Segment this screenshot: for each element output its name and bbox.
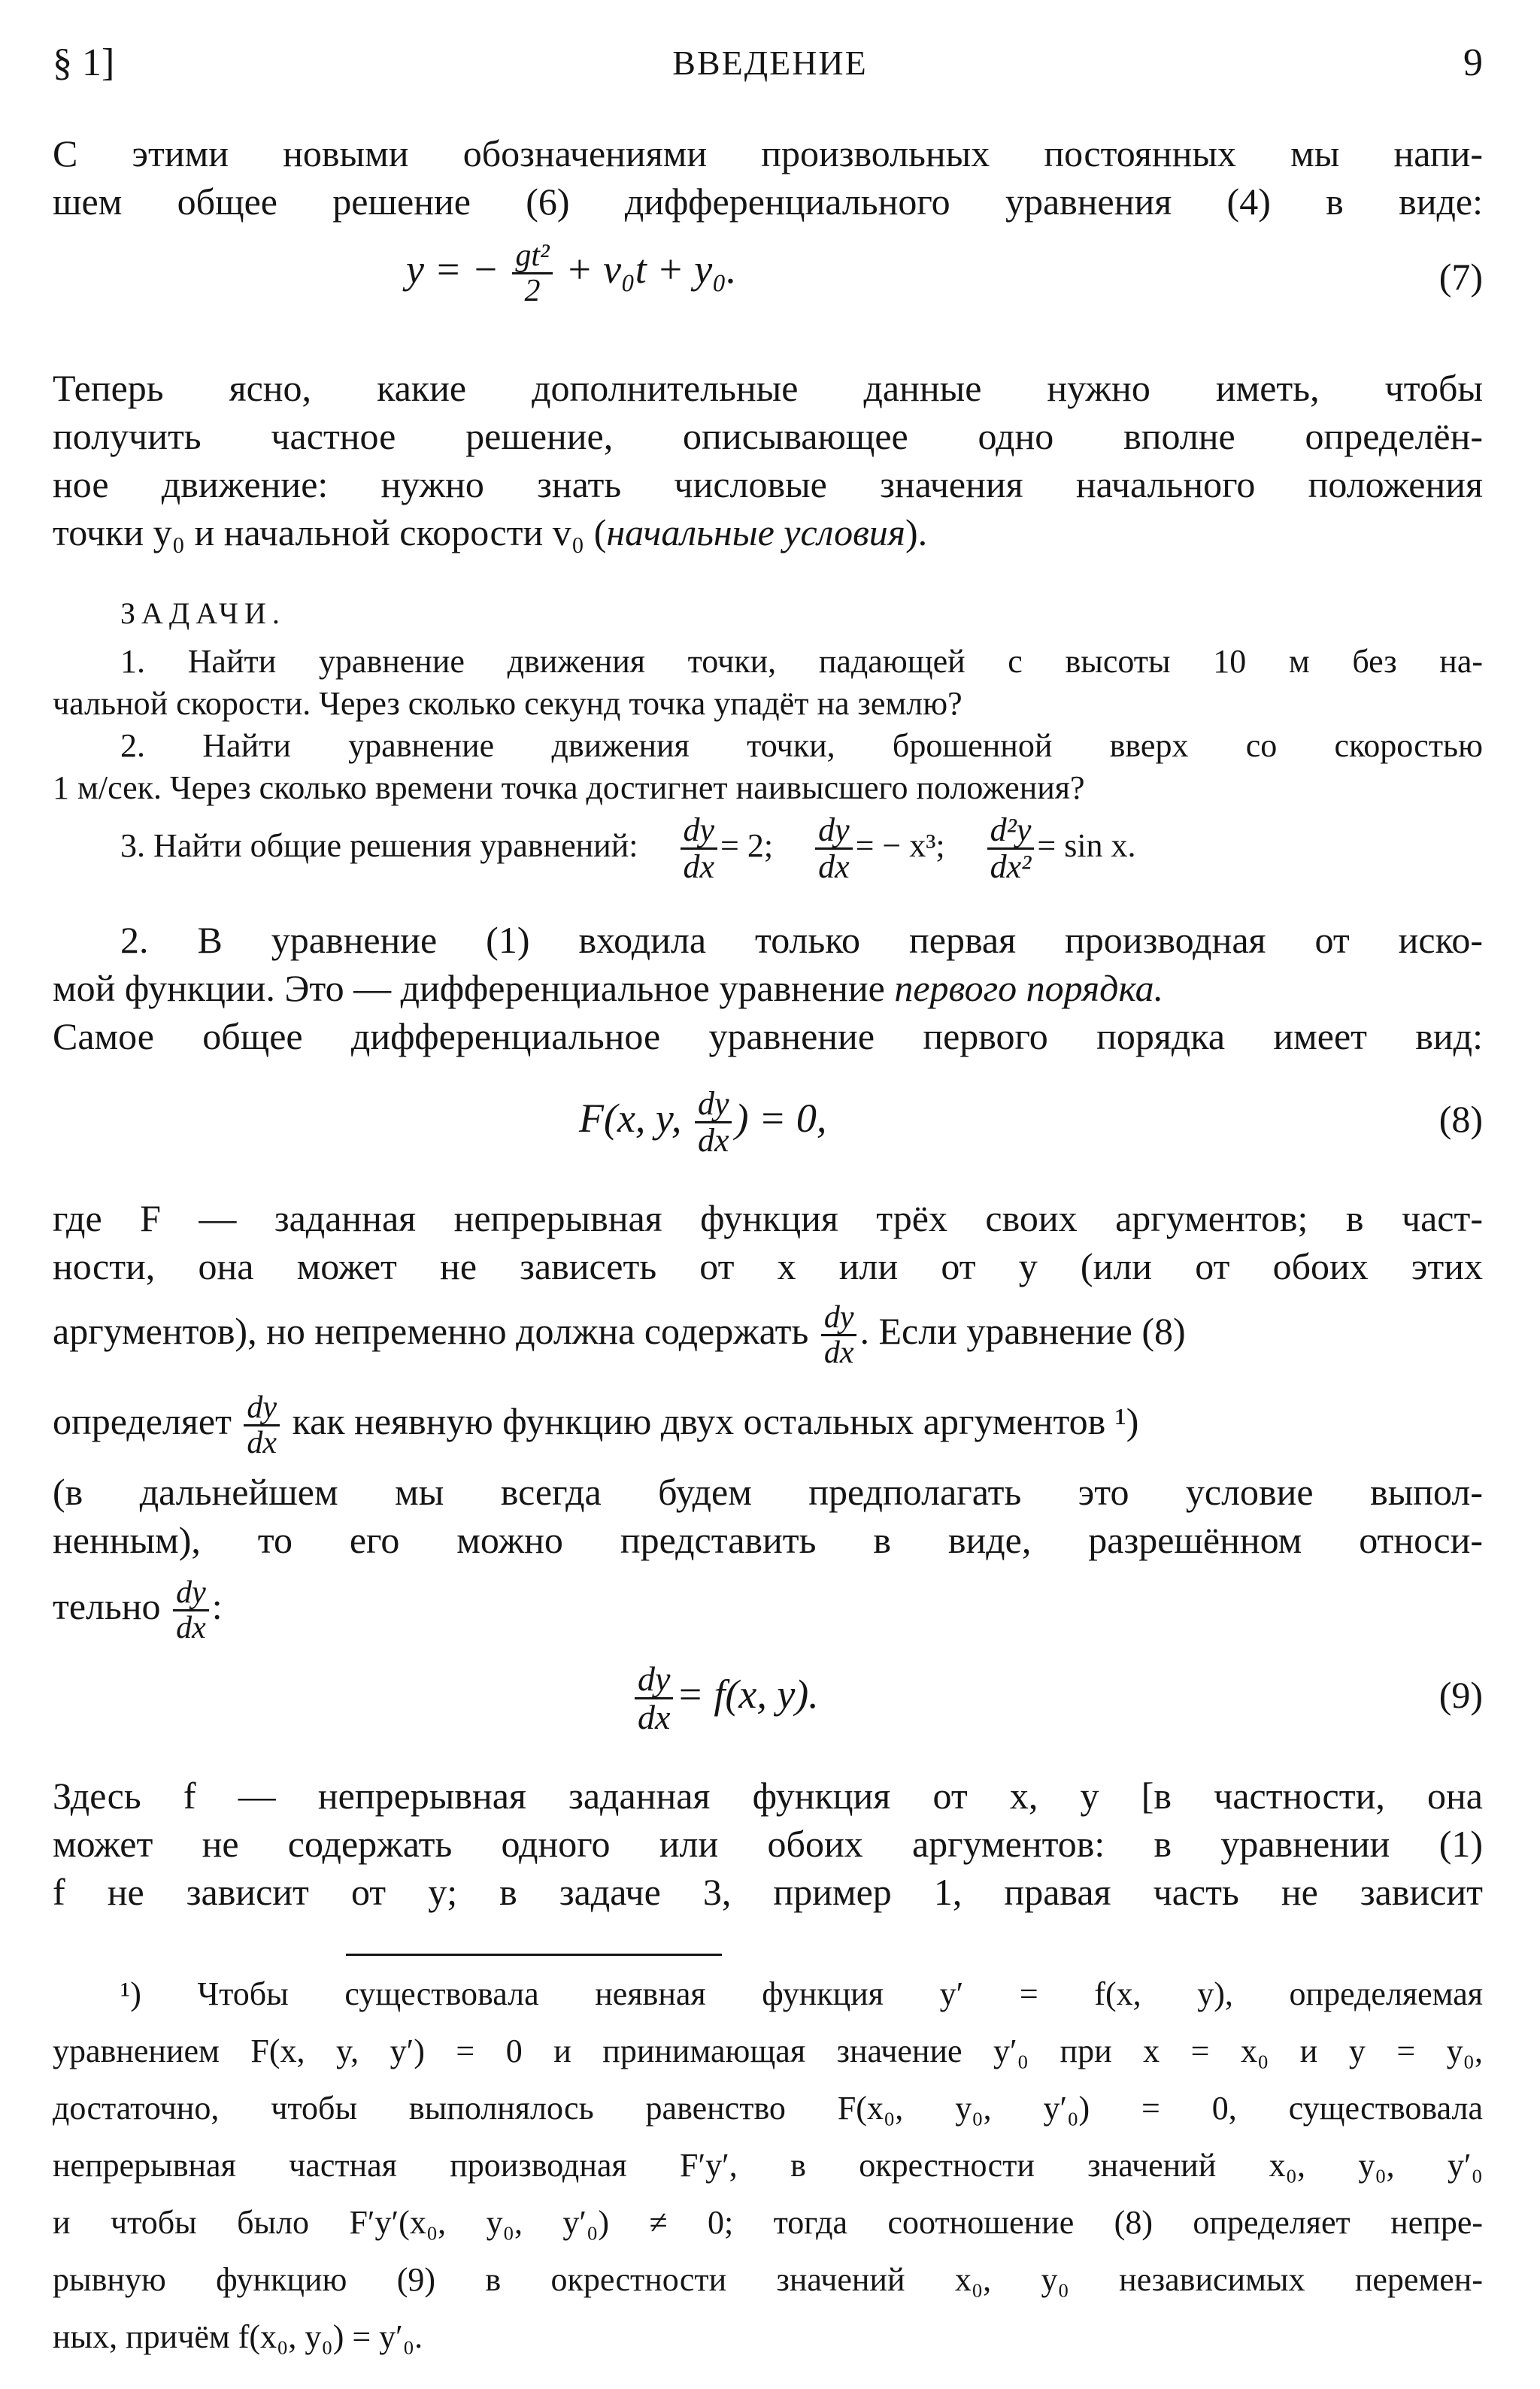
task-3-eq-3-rhs: = sin x. (1037, 827, 1136, 864)
first-order-term: первого порядка. (894, 967, 1164, 1009)
para4-frac-2-den: dx (247, 1426, 277, 1461)
para4-line-3 (53, 1293, 1483, 1369)
task-3-line (120, 805, 1483, 887)
para3-line-3: Самое общее дифференциальное уравнение первого порядка имеет вид: (53, 1015, 1483, 1057)
para4-frac-2 (244, 1391, 280, 1460)
para4-line-5: (в дальнейшем мы всегда будем предполагать это условие выпол- (53, 1471, 1483, 1513)
equation-7 (406, 239, 737, 314)
para4-line-2: ности, она может не зависеть от x или от y (или от обоих этих (53, 1245, 1483, 1287)
eq7-denominator: 2 (524, 274, 541, 309)
para5-line-1: Здесь f — непрерывная заданная функция от x, y [в частности, она (53, 1775, 1483, 1817)
task-3-frac-1 (681, 813, 718, 884)
task-1-line-1: 1. Найти уравнение движения точки, падающей с высоты 10 м без на- (120, 643, 1483, 680)
eq8-number: (8) (1438, 1098, 1483, 1140)
eq9-number: (9) (1438, 1674, 1483, 1716)
para4-frac-3 (173, 1576, 209, 1645)
para4-line-6: ненным), то его можно представить в виде, разрешённом относи- (53, 1519, 1483, 1561)
para4-frac-1-den: dx (823, 1335, 854, 1371)
eq7-rhs: + v₀t + y₀. (565, 246, 737, 292)
para3-line-2-text: мой функции. Это — дифференциальное уравнение (53, 967, 895, 1009)
task-3-frac-2 (815, 813, 853, 884)
task-3-frac-1-num: dy (681, 813, 718, 850)
footnote-line-7: ных, причём f(x₀, y₀) = y′₀. (53, 2318, 423, 2355)
para4-frac-1 (821, 1301, 857, 1369)
para3-line-2 (53, 964, 1483, 1012)
eq9-numerator: dy (635, 1661, 673, 1699)
para4-line-7 (53, 1569, 1483, 1644)
eq9-denominator: dx (638, 1698, 671, 1737)
para2-line-4-end: ). (905, 511, 928, 553)
footnote-line-5: и чтобы было F′y′(x₀, y₀, y′₀) ≠ 0; тогда соотношение (8) определяет непре- (53, 2204, 1483, 2241)
running-title: ВВЕДЕНИЕ (672, 44, 868, 82)
para4-line-4 (53, 1384, 1483, 1459)
para2-line-3: ное движение: нужно знать числовые значения начального положения (53, 463, 1483, 505)
equation-8 (579, 1077, 826, 1160)
footnote-line-1: ¹) Чтобы существовала неявная функция y′ = f(x, y), определяемая (120, 1975, 1483, 2012)
para4-line-7-end: : (211, 1585, 223, 1627)
eq7-numerator: gt² (512, 239, 552, 274)
footnote-line-4: непрерывная частная производная F′y′, в окрестности значений x₀, y₀, y′₀ (53, 2147, 1483, 2184)
eq9-fraction (635, 1661, 673, 1736)
para4-frac-3-num: dy (173, 1576, 209, 1611)
para4-line-3-text: аргументов), но непременно должна содержать (53, 1310, 809, 1352)
task-3-frac-1-den: dx (683, 848, 715, 886)
task-2-line-1: 2. Найти уравнение движения точки, брошенной вверх со скоростью (120, 727, 1483, 764)
task-3-frac-2-num: dy (815, 813, 853, 850)
para5-line-2: может не содержать одного или обоих аргументов: в уравнении (1) (53, 1823, 1483, 1865)
para4-line-3-end: . Если уравнение (8) (859, 1310, 1186, 1352)
footnote-line-6: рывную функцию (9) в окрестности значений x₀, y₀ независимых перемен- (53, 2261, 1483, 2298)
eq7-lhs: y = − (406, 246, 499, 292)
eq9-rhs: = f(x, y). (676, 1672, 819, 1717)
eq7-number: (7) (1438, 256, 1483, 298)
para5-line-3: f не зависит от y; в задаче 3, пример 1, правая часть не зависит (53, 1871, 1483, 1913)
task-1-line-2: чальной скорости. Через сколько секунд точка упадёт на землю? (53, 685, 962, 722)
para1-line-2: шем общее решение (6) дифференциального уравнения (4) в виде: (53, 180, 1483, 223)
para4-line-4-end: как неявную функцию двух остальных аргументов ¹) (292, 1400, 1139, 1442)
para2-line-4-text: точки y₀ и начальной скорости v₀ ( (53, 511, 607, 553)
para4-line-7-text: тельно (53, 1585, 161, 1627)
para3-line-1: 2. В уравнение (1) входила только первая производная от иско- (120, 919, 1483, 961)
task-3-eq-2-rhs: = − x³; (855, 827, 945, 864)
para4-frac-2-num: dy (244, 1391, 280, 1426)
eq7-fraction (512, 239, 552, 308)
eq8-numerator: dy (695, 1087, 732, 1123)
eq8-rhs: ) = 0, (735, 1096, 827, 1141)
task-2-line-2: 1 м/сек. Через сколько времени точка достигнет наивысшего положения? (53, 769, 1085, 806)
eq8-denominator: dx (697, 1122, 729, 1160)
para2-line-1: Теперь ясно, какие дополнительные данные нужно иметь, чтобы (53, 367, 1483, 409)
eq8-fraction (695, 1084, 732, 1160)
eq8-lhs: F(x, y, (579, 1096, 682, 1141)
task-3-frac-3 (987, 813, 1035, 884)
initial-conditions-term: начальные условия (606, 511, 906, 553)
para4-line-1: где F — заданная непрерывная функция трёх своих аргументов; в част- (53, 1197, 1483, 1239)
equation-9 (632, 1653, 819, 1736)
task-3-frac-3-den: dx² (990, 848, 1032, 886)
para2-line-4 (53, 508, 1483, 556)
task-3-eq-1-rhs: = 2; (720, 827, 774, 864)
task-3-frac-2-den: dx (818, 848, 850, 886)
para4-frac-1-num: dy (821, 1301, 857, 1336)
footnote-line-2: уравнением F(x, y, y′) = 0 и принимающая значение y′₀ при x = x₀ и y = y₀, (53, 2033, 1484, 2069)
para2-line-2: получить частное решение, описывающее одно вполне определён- (53, 415, 1483, 457)
footnote-line-3: достаточно, чтобы выполнялось равенство F(x₀, y₀, y′₀) = 0, существовала (53, 2090, 1483, 2127)
para4-line-4-text: определяет (53, 1400, 232, 1442)
footnote-rule (346, 1954, 722, 1956)
para1-line-1: С этими новыми обозначениями произвольных постоянных мы напи- (53, 132, 1483, 174)
task-3-frac-3-num: d²y (987, 813, 1035, 850)
tasks-heading: ЗАДАЧИ. (120, 596, 286, 630)
para4-frac-3-den: dx (176, 1611, 206, 1646)
page-number: 9 (1463, 41, 1483, 84)
section-marker: § 1] (53, 41, 115, 84)
task-3-text: 3. Найти общие решения уравнений: (120, 827, 638, 864)
